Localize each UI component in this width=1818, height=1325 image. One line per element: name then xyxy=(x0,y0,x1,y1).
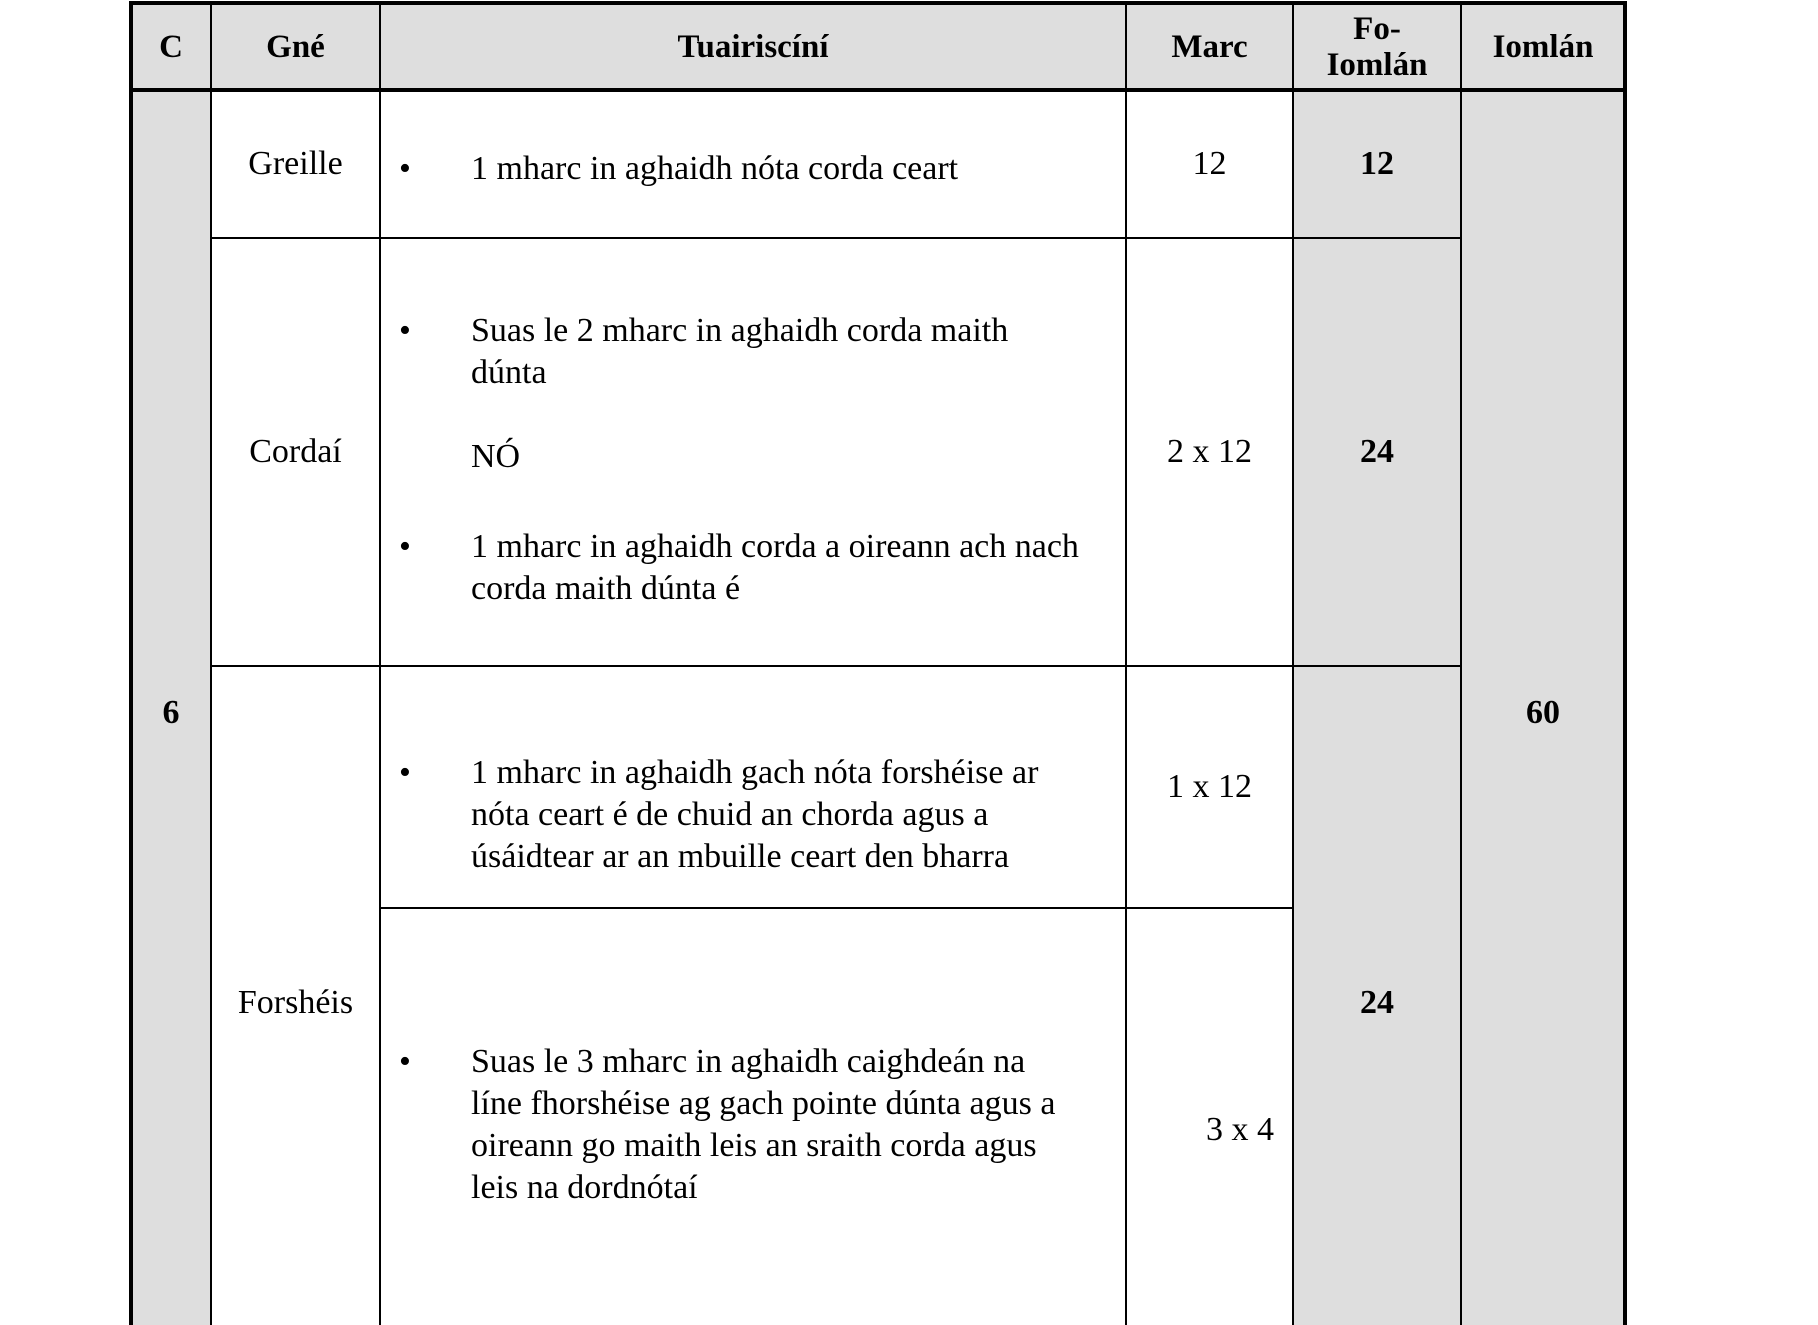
border-left xyxy=(129,1,133,1325)
fo-iomlan-value: 12 xyxy=(1360,145,1394,182)
descriptor-line: dúnta xyxy=(471,354,547,391)
gne-label: Greille xyxy=(248,145,343,182)
descriptor-line: 1 mharc in aghaidh gach nóta forshéise ar xyxy=(471,754,1039,791)
bullet-icon: • xyxy=(399,312,411,349)
marc-value: 12 xyxy=(1192,145,1227,182)
header-marc xyxy=(1126,3,1293,90)
header-fo-iomlan-line1: Fo- xyxy=(1353,10,1401,47)
row-cordai-marc xyxy=(1126,238,1293,666)
gne-label: Cordaí xyxy=(249,433,342,470)
descriptor-line: Suas le 3 mharc in aghaidh caighdeán na xyxy=(471,1043,1026,1080)
header-tuairiscini-label: Tuairiscíní xyxy=(677,28,829,65)
row-forsheis-marc-2 xyxy=(1206,1109,1293,1155)
row-forsheis-descriptor-2 xyxy=(399,1041,1119,1211)
header-c xyxy=(131,3,211,90)
marc-value: 1 x 12 xyxy=(1167,768,1252,805)
marc-value: 3 x 4 xyxy=(1206,1111,1274,1148)
row-greille-gne xyxy=(211,90,380,238)
bullet-icon: • xyxy=(399,150,411,187)
header-fo-iomlan xyxy=(1293,3,1461,90)
gne-label: Forshéis xyxy=(237,984,354,1021)
descriptor-line: leis na dordnótaí xyxy=(471,1169,698,1206)
question-number-value: 6 xyxy=(162,694,180,731)
header-gne xyxy=(211,3,380,90)
header-gne-label: Gné xyxy=(266,28,325,65)
bullet-icon: • xyxy=(399,528,411,565)
total-marks xyxy=(1461,690,1625,736)
row-forsheis-marc-1 xyxy=(1126,666,1293,908)
bullet-icon: • xyxy=(399,1043,411,1080)
fo-iomlan-value: 24 xyxy=(1360,433,1394,470)
descriptor-line: Suas le 2 mharc in aghaidh corda maith xyxy=(471,312,1009,349)
row-greille-marc xyxy=(1126,90,1293,238)
row-forsheis-gne xyxy=(211,980,380,1026)
or-label: NÓ xyxy=(471,438,521,475)
descriptor-line: 1 mharc in aghaidh corda a oireann ach nach xyxy=(471,528,1079,565)
header-marc-label: Marc xyxy=(1171,28,1248,65)
border-right xyxy=(1623,1,1627,1325)
header-iomlan xyxy=(1461,3,1625,90)
descriptor-line: oireann go maith leis an sraith corda agus xyxy=(471,1127,1037,1164)
header-tuairiscini xyxy=(380,3,1126,90)
descriptor-line: corda maith dúnta é xyxy=(471,570,741,607)
row-cordai-descriptor-2 xyxy=(399,526,1129,616)
row-forsheis-descriptor-1 xyxy=(399,752,1119,882)
question-number xyxy=(131,690,211,736)
marc-value: 2 x 12 xyxy=(1167,433,1252,470)
descriptor-line: 1 mharc in aghaidh nóta corda ceart xyxy=(471,150,959,187)
row-forsheis-fo-iomlan xyxy=(1293,980,1461,1026)
descriptor-line: nóta ceart é de chuid an chorda agus a xyxy=(471,796,989,833)
bullet-icon: • xyxy=(399,754,411,791)
total-marks-value: 60 xyxy=(1526,694,1560,731)
descriptor-line: úsáidtear ar an mbuille ceart den bharra xyxy=(471,838,1010,875)
row-cordai-gne xyxy=(211,238,380,666)
descriptor-line: líne fhorshéise ag gach pointe dúnta agus a xyxy=(471,1085,1056,1122)
header-fo-iomlan-line2: Iomlán xyxy=(1326,46,1428,83)
fo-iomlan-value: 24 xyxy=(1360,984,1394,1021)
row-cordai-fo-iomlan xyxy=(1293,238,1461,666)
header-iomlan-label: Iomlán xyxy=(1492,28,1594,65)
header-c-label: C xyxy=(159,28,183,65)
row-cordai-descriptor-1 xyxy=(399,310,1119,400)
row-greille-fo-iomlan xyxy=(1293,90,1461,238)
